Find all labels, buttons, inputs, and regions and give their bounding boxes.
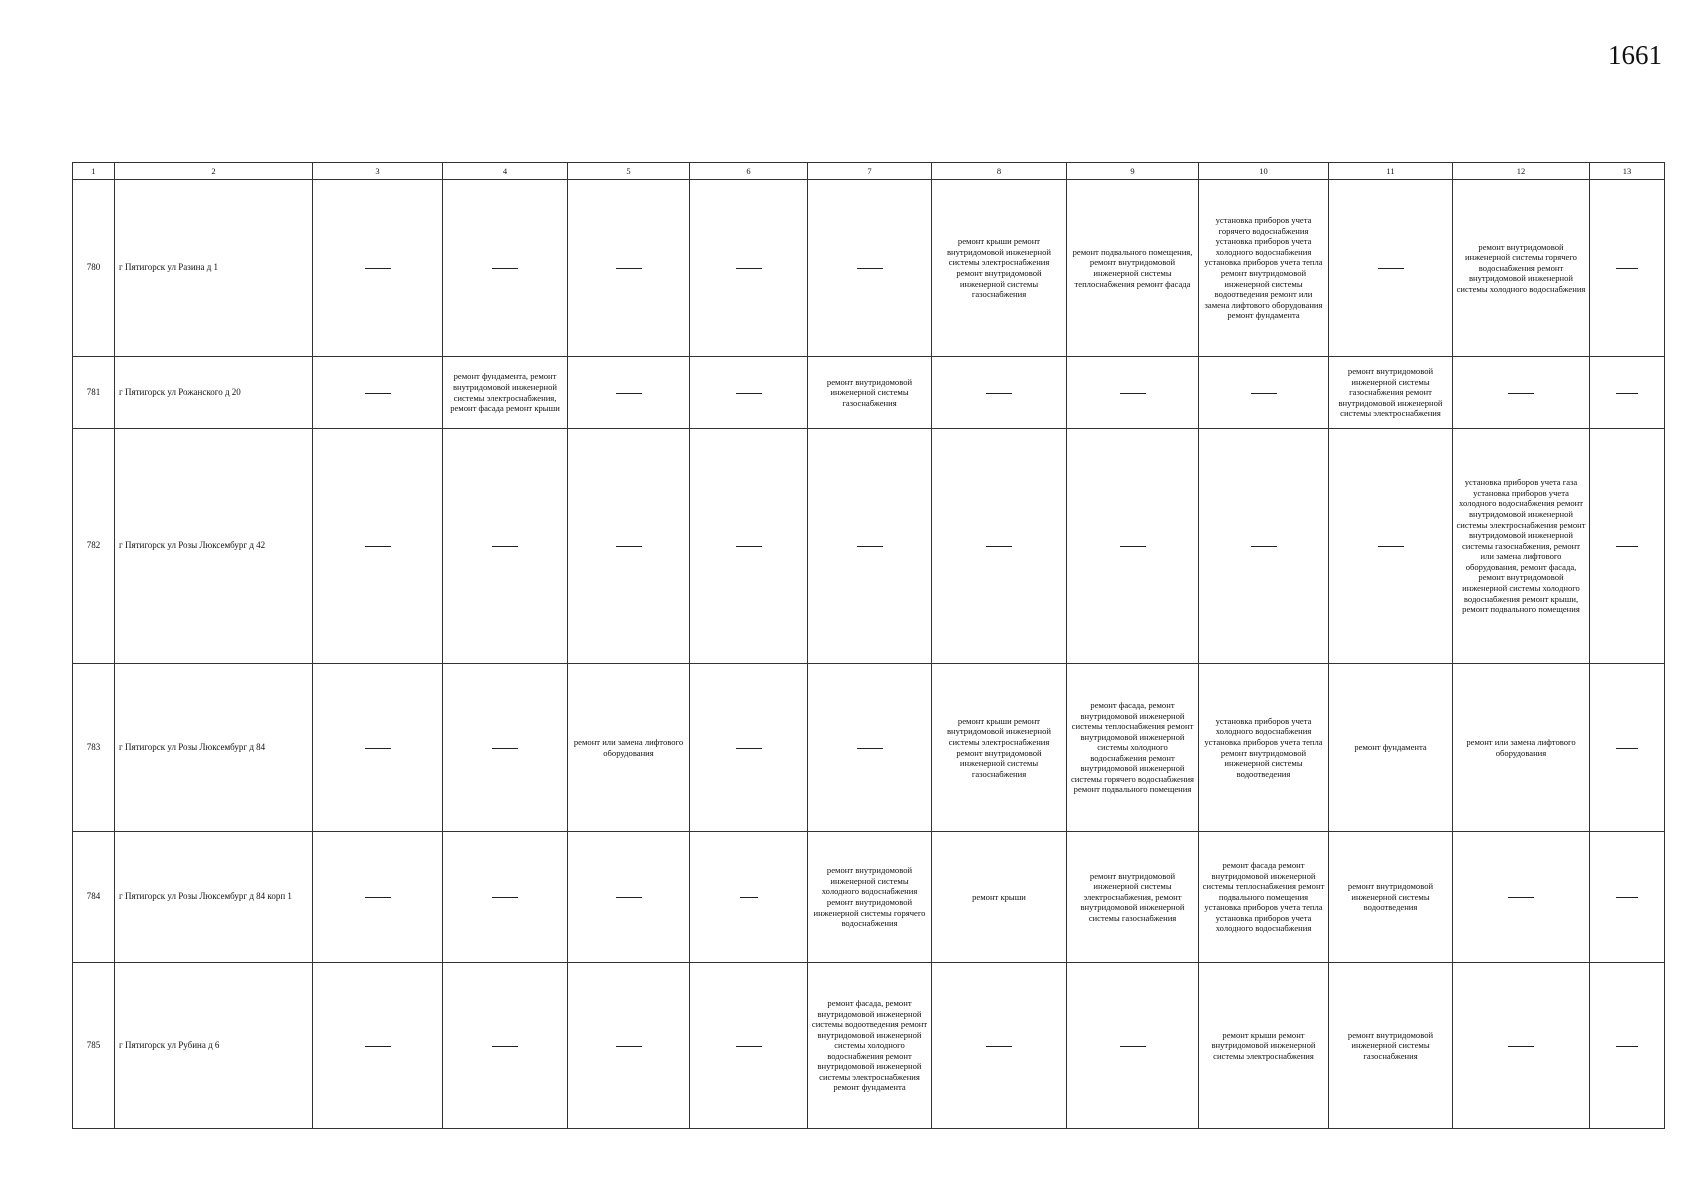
row-number: 782	[73, 429, 115, 664]
empty-cell	[568, 963, 690, 1129]
dash-mark	[365, 897, 391, 898]
empty-cell	[1329, 180, 1453, 357]
row-number: 780	[73, 180, 115, 357]
empty-cell	[1453, 357, 1590, 429]
address-cell: г Пятигорск ул Рожанского д 20	[115, 357, 313, 429]
repair-schedule-table	[72, 162, 1665, 1129]
header-cell: 12	[1453, 163, 1590, 180]
dash-mark	[616, 546, 642, 547]
empty-cell	[313, 963, 443, 1129]
empty-cell	[1067, 357, 1199, 429]
empty-cell	[568, 180, 690, 357]
dash-mark	[1120, 546, 1146, 547]
work-cell: ремонт внутридомовой инженерной системы водоотведения	[1329, 832, 1453, 963]
empty-cell	[808, 664, 932, 832]
work-cell: ремонт фундамента	[1329, 664, 1453, 832]
work-cell: ремонт фасада, ремонт внутридомовой инженерной системы водоотведения ремонт внутридомовой инженерной системы холодного водоснабжения ремонт внутридомовой инженерной системы электроснабжения ремонт фундамента	[808, 963, 932, 1129]
empty-cell	[443, 429, 568, 664]
dash-mark	[986, 546, 1012, 547]
dash-mark	[736, 748, 762, 749]
dash-mark	[492, 546, 518, 547]
address-cell: г Пятигорск ул Рубина д 6	[115, 963, 313, 1129]
header-cell: 6	[690, 163, 808, 180]
dash-mark	[1508, 897, 1534, 898]
empty-cell	[932, 429, 1067, 664]
table-row	[73, 832, 1665, 963]
empty-cell	[1590, 357, 1665, 429]
dash-mark	[736, 393, 762, 394]
work-cell: ремонт или замена лифтового оборудования	[1453, 664, 1590, 832]
empty-cell	[690, 664, 808, 832]
address-cell: г Пятигорск ул Розы Люксембург д 84 корп 1	[115, 832, 313, 963]
empty-cell	[808, 180, 932, 357]
dash-mark	[1251, 546, 1277, 547]
empty-cell	[1329, 429, 1453, 664]
work-cell: ремонт крыши ремонт внутридомовой инженерной системы электроснабжения	[1199, 963, 1329, 1129]
empty-cell	[313, 357, 443, 429]
header-cell: 5	[568, 163, 690, 180]
header-cell: 8	[932, 163, 1067, 180]
dash-mark	[365, 393, 391, 394]
header-cell: 1	[73, 163, 115, 180]
dash-mark	[1378, 268, 1404, 269]
empty-cell	[1590, 832, 1665, 963]
dash-mark	[1616, 748, 1638, 749]
empty-cell	[443, 664, 568, 832]
dash-mark	[616, 393, 642, 394]
dash-mark	[365, 1046, 391, 1047]
empty-cell	[1067, 963, 1199, 1129]
work-cell: ремонт фундамента, ремонт внутридомовой инженерной системы электроснабжения, ремонт фасада ремонт крыши	[443, 357, 568, 429]
header-cell: 3	[313, 163, 443, 180]
empty-cell	[1067, 429, 1199, 664]
work-cell: ремонт внутридомовой инженерной системы газоснабжения	[808, 357, 932, 429]
empty-cell	[1590, 664, 1665, 832]
empty-cell	[808, 429, 932, 664]
empty-cell	[443, 832, 568, 963]
dash-mark	[1616, 1046, 1638, 1047]
dash-mark	[736, 1046, 762, 1047]
dash-mark	[1251, 393, 1277, 394]
empty-cell	[443, 180, 568, 357]
empty-cell	[932, 963, 1067, 1129]
work-cell: ремонт внутридомовой инженерной системы газоснабжения	[1329, 963, 1453, 1129]
row-number: 784	[73, 832, 115, 963]
dash-mark	[857, 748, 883, 749]
empty-cell	[1590, 180, 1665, 357]
work-cell: ремонт внутридомовой инженерной системы горячего водоснабжения ремонт внутридомовой инженерной системы холодного водоснабжения	[1453, 180, 1590, 357]
dash-mark	[1616, 268, 1638, 269]
table-row	[73, 357, 1665, 429]
empty-cell	[313, 180, 443, 357]
header-cell: 9	[1067, 163, 1199, 180]
work-cell: ремонт или замена лифтового оборудования	[568, 664, 690, 832]
table-row	[73, 180, 1665, 357]
dash-mark	[492, 897, 518, 898]
dash-mark	[365, 748, 391, 749]
header-cell: 10	[1199, 163, 1329, 180]
work-cell: установка приборов учета горячего водоснабжения установка приборов учета холодного водоснабжения установка приборов учета тепла ремонт внутридомовой инженерной системы водоотведения ремонт или замена лифтового оборудования ремонт фундамента	[1199, 180, 1329, 357]
dash-mark	[1508, 393, 1534, 394]
empty-cell	[690, 963, 808, 1129]
page-number: 1661	[1608, 40, 1662, 70]
dash-mark	[736, 268, 762, 269]
dash-mark	[740, 897, 758, 898]
empty-cell	[932, 357, 1067, 429]
dash-mark	[616, 268, 642, 269]
dash-mark	[492, 1046, 518, 1047]
dash-mark	[1378, 546, 1404, 547]
work-cell: ремонт фасада, ремонт внутридомовой инженерной системы теплоснабжения ремонт внутридомовой инженерной системы холодного водоснабжения ремонт внутридомовой инженерной системы горячего водоснабжения ремонт подвального помещения	[1067, 664, 1199, 832]
dash-mark	[1508, 1046, 1534, 1047]
empty-cell	[1199, 429, 1329, 664]
empty-cell	[313, 832, 443, 963]
empty-cell	[1590, 963, 1665, 1129]
dash-mark	[857, 268, 883, 269]
row-number: 783	[73, 664, 115, 832]
empty-cell	[1453, 963, 1590, 1129]
header-cell: 2	[115, 163, 313, 180]
row-number: 781	[73, 357, 115, 429]
work-cell: ремонт внутридомовой инженерной системы холодного водоснабжения ремонт внутридомовой инженерной системы горячего водоснабжения	[808, 832, 932, 963]
empty-cell	[690, 429, 808, 664]
work-cell: установка приборов учета холодного водоснабжения установка приборов учета тепла ремонт внутридомовой инженерной системы водоотведения	[1199, 664, 1329, 832]
address-cell: г Пятигорск ул Розы Люксембург д 84	[115, 664, 313, 832]
dash-mark	[616, 897, 642, 898]
table-row	[73, 664, 1665, 832]
empty-cell	[690, 832, 808, 963]
column-number-row	[73, 163, 1665, 180]
empty-cell	[568, 832, 690, 963]
dash-mark	[492, 268, 518, 269]
work-cell: ремонт крыши	[932, 832, 1067, 963]
work-cell: ремонт внутридомовой инженерной системы электроснабжения, ремонт внутридомовой инженерной системы газоснабжения	[1067, 832, 1199, 963]
empty-cell	[313, 429, 443, 664]
dash-mark	[857, 546, 883, 547]
work-cell: ремонт крыши ремонт внутридомовой инженерной системы электроснабжения ремонт внутридомовой инженерной системы газоснабжения	[932, 664, 1067, 832]
work-cell: ремонт подвального помещения, ремонт внутридомовой инженерной системы теплоснабжения ремонт фасада	[1067, 180, 1199, 357]
empty-cell	[690, 357, 808, 429]
empty-cell	[1590, 429, 1665, 664]
dash-mark	[365, 268, 391, 269]
empty-cell	[690, 180, 808, 357]
dash-mark	[1120, 393, 1146, 394]
dash-mark	[1120, 1046, 1146, 1047]
empty-cell	[1199, 357, 1329, 429]
header-cell: 7	[808, 163, 932, 180]
dash-mark	[365, 546, 391, 547]
work-cell: установка приборов учета газа установка приборов учета холодного водоснабжения ремонт внутридомовой инженерной системы электроснабжения ремонт внутридомовой инженерной системы газоснабжения, ремонт или замена лифтового оборудования, ремонт фасада, ремонт внутридомовой инженерной системы холодного водоснабжения ремонт крыши, ремонт подвального помещения	[1453, 429, 1590, 664]
header-cell: 11	[1329, 163, 1453, 180]
dash-mark	[986, 1046, 1012, 1047]
empty-cell	[313, 664, 443, 832]
address-cell: г Пятигорск ул Розы Люксембург д 42	[115, 429, 313, 664]
empty-cell	[1453, 832, 1590, 963]
dash-mark	[1616, 546, 1638, 547]
dash-mark	[986, 393, 1012, 394]
table-row	[73, 429, 1665, 664]
empty-cell	[443, 963, 568, 1129]
dash-mark	[736, 546, 762, 547]
dash-mark	[616, 1046, 642, 1047]
work-cell: ремонт внутридомовой инженерной системы газоснабжения ремонт внутридомовой инженерной системы электроснабжения	[1329, 357, 1453, 429]
work-cell: ремонт крыши ремонт внутридомовой инженерной системы электроснабжения ремонт внутридомовой инженерной системы газоснабжения	[932, 180, 1067, 357]
address-cell: г Пятигорск ул Разина д 1	[115, 180, 313, 357]
table-row	[73, 963, 1665, 1129]
header-cell: 4	[443, 163, 568, 180]
dash-mark	[1616, 393, 1638, 394]
dash-mark	[492, 748, 518, 749]
header-cell: 13	[1590, 163, 1665, 180]
work-cell: ремонт фасада ремонт внутридомовой инженерной системы теплоснабжения ремонт подвального помещения установка приборов учета тепла установка приборов учета холодного водоснабжения	[1199, 832, 1329, 963]
row-number: 785	[73, 963, 115, 1129]
empty-cell	[568, 357, 690, 429]
empty-cell	[568, 429, 690, 664]
dash-mark	[1616, 897, 1638, 898]
